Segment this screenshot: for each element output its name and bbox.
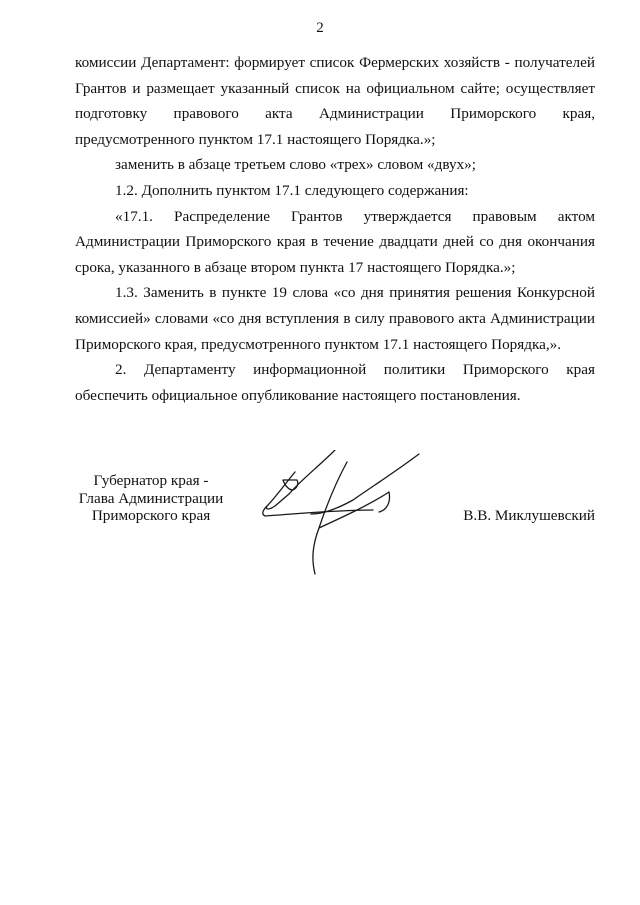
paragraph-item-1-2: 1.2. Дополнить пунктом 17.1 следующего содержания:: [115, 181, 469, 199]
signer-position: [75, 472, 227, 525]
paragraph-item-2: 2. Департаменту информационной политики Приморского края обеспечить официальное опубликование настоящего постановления.: [75, 361, 595, 404]
paragraph-replace-word: заменить в абзаце третьем слово «трех» словом «двух»;: [115, 156, 476, 174]
page-number: 2: [316, 20, 324, 36]
signature-block: [75, 472, 595, 592]
paragraph-item-17-1: «17.1. Распределение Грантов утверждается правовым актом Администрации Приморского края в течение двадцати дней со дня окончания срока, указанного в абзаце втором пункта 17 настоящего Порядка.»;: [75, 207, 595, 276]
document-body: [75, 50, 595, 408]
signer-name: В.В. Миклушевский: [463, 507, 595, 524]
paragraph-continuation: комиссии Департамент: формирует список Фермерских хозяйств - получателей Грантов и размещает указанный список на официальном сайте; осуществляет подготовку правового акта Администрации Приморского края, предусмотренного пунктом 17.1 настоящего Порядка.»;: [75, 54, 595, 148]
signer-position-line: Приморского края: [91, 507, 211, 524]
paragraph-item-1-3: 1.3. Заменить в пункте 19 слова «со дня принятия решения Конкурсной комиссией» словами «со дня вступления в силу правового акта Администрации Приморского края, предусмотренного пунктом 17.1 настоящего Порядка,».: [75, 284, 595, 353]
handwritten-signature: [255, 450, 455, 590]
signer-position-line: Губернатор края -: [93, 472, 209, 489]
signer-position-line: Глава Администрации: [78, 489, 224, 507]
